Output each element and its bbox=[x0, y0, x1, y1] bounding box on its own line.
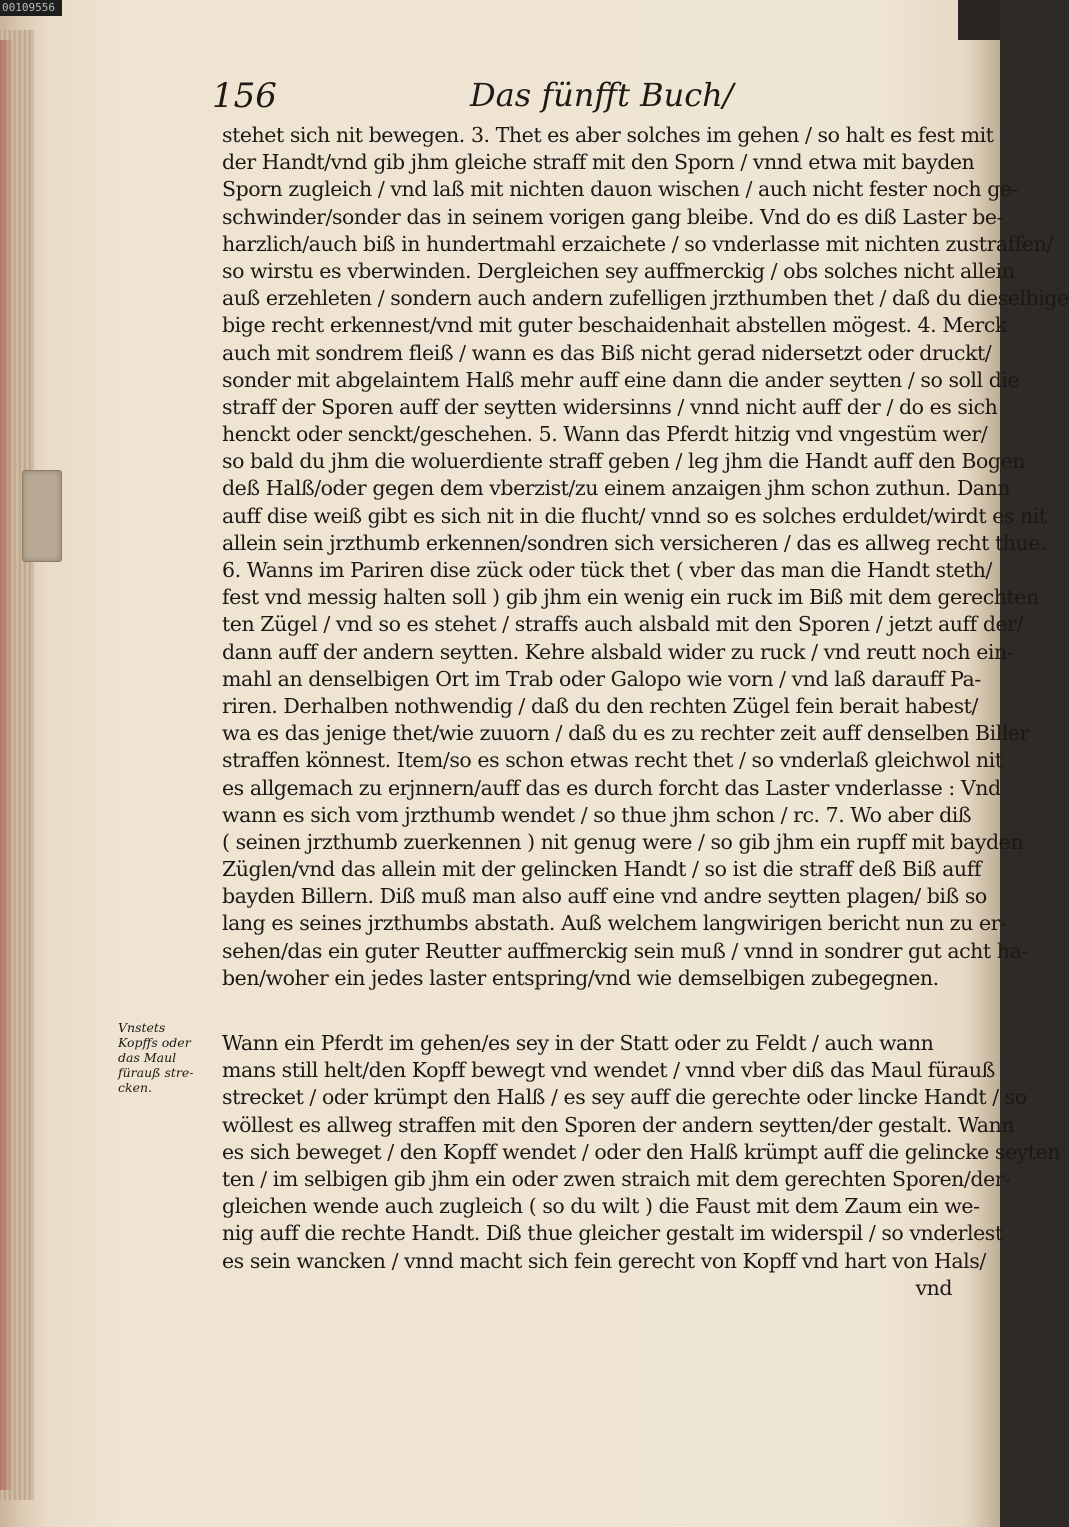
text-line: riren. Derhalben nothwendig / daß du den rechten Zügel fein berait habest/ bbox=[222, 693, 978, 718]
text-line: auff dise weiß gibt es sich nit in die flucht/ vnnd so es solches erduldet/wirdt es nit bbox=[222, 503, 1047, 528]
text-line: lang es seines jrzthumbs abstath. Auß welchem langwirigen bericht nun zu er- bbox=[222, 911, 1007, 936]
running-head bbox=[212, 76, 952, 116]
text-line: es allgemach zu erjnnern/auff das es durch forcht das Laster vnderlasse : Vnd bbox=[222, 775, 1001, 800]
text-line: mahl an denselbigen Ort im Trab oder Galopo wie vorn / vnd laß darauff Pa- bbox=[222, 666, 981, 691]
text-line: ten Zügel / vnd so es stehet / straffs auch alsbald mit den Sporen / jetzt auff der/ bbox=[222, 612, 1023, 637]
text-line: straff der Sporen auff der seytten widersinns / vnnd nicht auff der / do es sich bbox=[222, 394, 998, 419]
text-line: auch mit sondrem fleiß / wann es das Biß nicht gerad nidersetzt oder druckt/ bbox=[222, 340, 992, 365]
page-number: 156 bbox=[212, 76, 277, 116]
running-title: Das fünfft Buch/ bbox=[470, 76, 734, 114]
text-line: der Handt/vnd gib jhm gleiche straff mit den Sporn / vnnd etwa mit bayden bbox=[222, 150, 975, 175]
text-line: gleichen wende auch zugleich ( so du wilt ) die Faust mit dem Zaum ein we- bbox=[222, 1194, 980, 1219]
text-line: wann es sich vom jrzthumb wendet / so thue jhm schon / rc. 7. Wo aber diß bbox=[222, 802, 972, 827]
text-line: allein sein jrzthumb erkennen/sondren sich versicheren / das es allweg recht thue. bbox=[222, 530, 1047, 555]
text-line: ( seinen jrzthumb zuerkennen ) nit genug were / so gib jhm ein rupff mit bayden bbox=[222, 829, 1024, 854]
text-line: es sich beweget / den Kopff wendet / oder den Halß krümpt auff die gelincke seyten bbox=[222, 1139, 1060, 1164]
text-line: es sein wancken / vnnd macht sich fein gerecht von Kopff vnd hart von Hals/ bbox=[222, 1248, 986, 1273]
paragraph-1 bbox=[222, 122, 1069, 992]
text-line: so bald du jhm die woluerdiente straff geben / leg jhm die Handt auff den Bogen bbox=[222, 449, 1025, 474]
text-line: bige recht erkennest/vnd mit guter beschaidenhait abstellen mögest. 4. Merck bbox=[222, 313, 1007, 338]
text-line: nig auff die rechte Handt. Diß thue gleicher gestalt im widerspil / so vnderlest bbox=[222, 1221, 1003, 1246]
margin-note-line: fürauß stre- bbox=[118, 1065, 194, 1080]
text-line: sonder mit abgelaintem Halß mehr auff eine dann die ander seytten / so soll die bbox=[222, 367, 1020, 392]
text-line: Sporn zugleich / vnd laß mit nichten dauon wischen / auch nicht fester noch ge- bbox=[222, 177, 1019, 202]
text-line: auß erzehleten / sondern auch andern zufelligen jrzthumben thet / daß du dieselbige bbox=[222, 286, 1069, 311]
text-line: stehet sich nit bewegen. 3. Thet es aber solches im gehen / so halt es fest mit bbox=[222, 123, 994, 147]
main-text bbox=[222, 122, 1069, 1302]
text-line: fest vnd messig halten soll ) gib jhm ein wenig ein ruck im Biß mit dem gerechten bbox=[222, 585, 1039, 610]
text-line: strecket / oder krümpt den Halß / es sey auff die gerechte oder lincke Handt / so bbox=[222, 1085, 1027, 1110]
margin-note-line: Kopffs oder bbox=[118, 1035, 191, 1050]
book-clasp bbox=[22, 470, 62, 562]
text-line: Züglen/vnd das allein mit der gelincken Handt / so ist die straff deß Biß auff bbox=[222, 857, 981, 882]
text-line: schwinder/sonder das in seinem vorigen gang bleibe. Vnd do es diß Laster be- bbox=[222, 204, 1004, 229]
paragraph-2 bbox=[222, 1030, 1060, 1302]
margin-note-line: cken. bbox=[118, 1080, 152, 1095]
text-line: bayden Billern. Diß muß man also auff eine vnd andre seytten plagen/ biß so bbox=[222, 884, 987, 909]
text-line: ten / im selbigen gib jhm ein oder zwen straich mit dem gerechten Sporen/der- bbox=[222, 1166, 1011, 1191]
margin-note-line: das Maul bbox=[118, 1050, 177, 1065]
text-line: ben/woher ein jedes laster entspring/vnd wie demselbigen zubegegnen. bbox=[222, 965, 939, 990]
text-line: wa es das jenige thet/wie zuuorn / daß du es zu rechter zeit auff denselben Biller bbox=[222, 721, 1029, 746]
scan-corner bbox=[958, 0, 1000, 40]
text-line: sehen/das ein guter Reutter auffmerckig sein muß / vnnd in sondrer gut acht ha- bbox=[222, 938, 1028, 963]
text-line: harzlich/auch biß in hundertmahl erzaichete / so vnderlasse mit nichten zustraffen/ bbox=[222, 231, 1053, 256]
text-line: so wirstu es vberwinden. Dergleichen sey auffmerckig / obs solches nicht allein bbox=[222, 258, 1015, 283]
catchword: vnd bbox=[915, 1275, 952, 1300]
margin-note bbox=[118, 1020, 230, 1095]
text-line: wöllest es allweg straffen mit den Sporen der andern seytten/der gestalt. Wann bbox=[222, 1112, 1015, 1137]
text-line: henckt oder senckt/geschehen. 5. Wann das Pferdt hitzig vnd vngestüm wer/ bbox=[222, 422, 988, 447]
text-line: Wann ein Pferdt im gehen/es sey in der Statt oder zu Feldt / auch wann bbox=[222, 1031, 934, 1055]
text-line: 6. Wanns im Pariren dise zück oder tück thet ( vber das man die Handt steth/ bbox=[222, 558, 992, 582]
text-line: dann auff der andern seytten. Kehre alsbald wider zu ruck / vnd reutt noch ein- bbox=[222, 639, 1014, 664]
margin-note-line: Vnstets bbox=[118, 1020, 166, 1035]
text-line: straffen könnest. Item/so es schon etwas recht thet / so vnderlaß gleichwol nit bbox=[222, 748, 1003, 773]
text-line: mans still helt/den Kopff bewegt vnd wendet / vnnd vber diß das Maul fürauß bbox=[222, 1058, 995, 1083]
scan-id-stamp: 00109556 bbox=[0, 0, 62, 16]
red-edge-stain bbox=[0, 40, 14, 1490]
text-line: deß Halß/oder gegen dem vberzist/zu einem anzaigen jhm schon zuthun. Dann bbox=[222, 476, 1011, 501]
